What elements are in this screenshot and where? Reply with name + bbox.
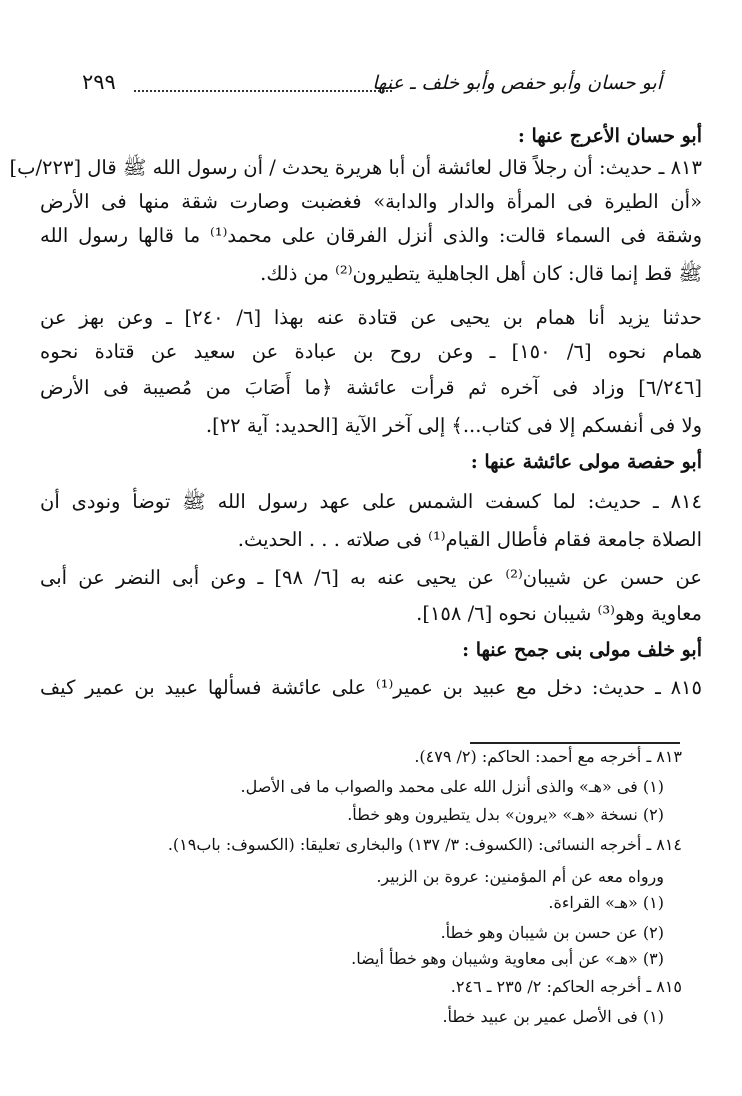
- text-line: «أن الطيرة فى المرأة والدار والدابة» فغضبت وصارت شقة منها فى الأرض: [40, 190, 702, 213]
- section-heading: أبو حسان الأعرج عنها :: [517, 125, 702, 147]
- text-line: معاوية وهو⁽³⁾ شيبان نحوه [٦/ ١٥٨].: [416, 602, 702, 625]
- text-line: همام نحوه [٦/ ١٥٠] ـ وعن روح بن عبادة عن سعيد عن قتادة نحوه: [40, 340, 703, 363]
- footnote-line: (١) فى «هـ» والذى أنزل الله على محمد والصواب ما فى الأصل.: [240, 777, 664, 796]
- footnote-line: (١) «هـ» القراءة.: [548, 893, 664, 912]
- footnote-line: (٣) «هـ» عن أبى معاوية وشيبان وهو خطأ أيضا.: [351, 949, 664, 968]
- footnote-line: ٨١٣ ـ أخرجه مع أحمد: الحاكم: (٢/ ٤٧٩).: [414, 747, 682, 766]
- text-line: ﷺ قط إنما قال: كان أهل الجاهلية يتطيرون⁽²⁾ من ذلك.: [260, 262, 702, 285]
- text-line: ولا فى أنفسكم إلا فى كتاب...﴾ إلى آخر الآية [الحديد: آية ٢٢].: [205, 414, 702, 437]
- text-line: وشقة فى السماء قالت: والذى أنزل الفرقان على محمد⁽¹⁾ ما قالها رسول الله: [40, 224, 702, 247]
- footnote-line: ٨١٥ ـ أخرجه الحاكم: ٢/ ٢٣٥ ـ ٢٤٦.: [450, 977, 682, 996]
- text-line: ٨١٥ ـ حديث: دخل مع عبيد بن عمير⁽¹⁾ على عائشة فسألها عبيد بن عمير كيف: [40, 676, 702, 699]
- text-line: حدثنا يزيد أنا همام بن يحيى عن قتادة عنه بهذا [٦/ ٢٤٠] ـ وعن بهز عن: [40, 306, 702, 329]
- header-leader-dots: [134, 90, 392, 92]
- section-heading: أبو حفصة مولى عائشة عنها :: [470, 451, 702, 473]
- footnote-line: ٨١٤ ـ أخرجه النسائى: (الكسوف: ٣/ ١٣٧) والبخارى تعليقا: (الكسوف: باب١٩).: [167, 835, 682, 854]
- page-number: ٢٩٩: [82, 70, 116, 94]
- text-line: الصلاة جامعة فقام فأطال القيام⁽¹⁾ فى صلاته . . . الحديث.: [237, 528, 702, 551]
- text-line: ٨١٤ ـ حديث: لما كسفت الشمس على عهد رسول الله ﷺ توضأ ونودى أن: [40, 490, 702, 513]
- footnote-line: (١) فى الأصل عمير بن عبيد خطأ.: [442, 1007, 664, 1026]
- footnote-line: ورواه معه عن أم المؤمنين: عروة بن الزبير.: [376, 867, 664, 886]
- text-line: عن حسن عن شيبان⁽²⁾ عن يحيى عنه به [٦/ ٩٨] ـ وعن أبى النضر عن أبى: [40, 566, 702, 589]
- text-line: ٨١٣ ـ حديث: أن رجلاً قال لعائشة أن أبا هريرة يحدث / أن رسول الله ﷺ قال [٢٢٣/ب]: [9, 156, 702, 179]
- header-title: أبو حسان وأبو حفص وأبو خلف ـ عنها: [372, 72, 662, 94]
- footnote-line: (٢) نسخة «هـ» «يرون» بدل يتطيرون وهو خطأ.: [347, 805, 664, 824]
- footnote-line: (٢) عن حسن بن شيبان وهو خطأ.: [440, 923, 664, 942]
- section-heading: أبو خلف مولى بنى جمح عنها :: [462, 639, 702, 661]
- running-header: [82, 70, 662, 104]
- text-line: [٦/٢٤٦] وزاد فى آخره ثم قرأت عائشة ﴿ما أَصَابَ من مُصيبة فى الأرض: [40, 376, 702, 399]
